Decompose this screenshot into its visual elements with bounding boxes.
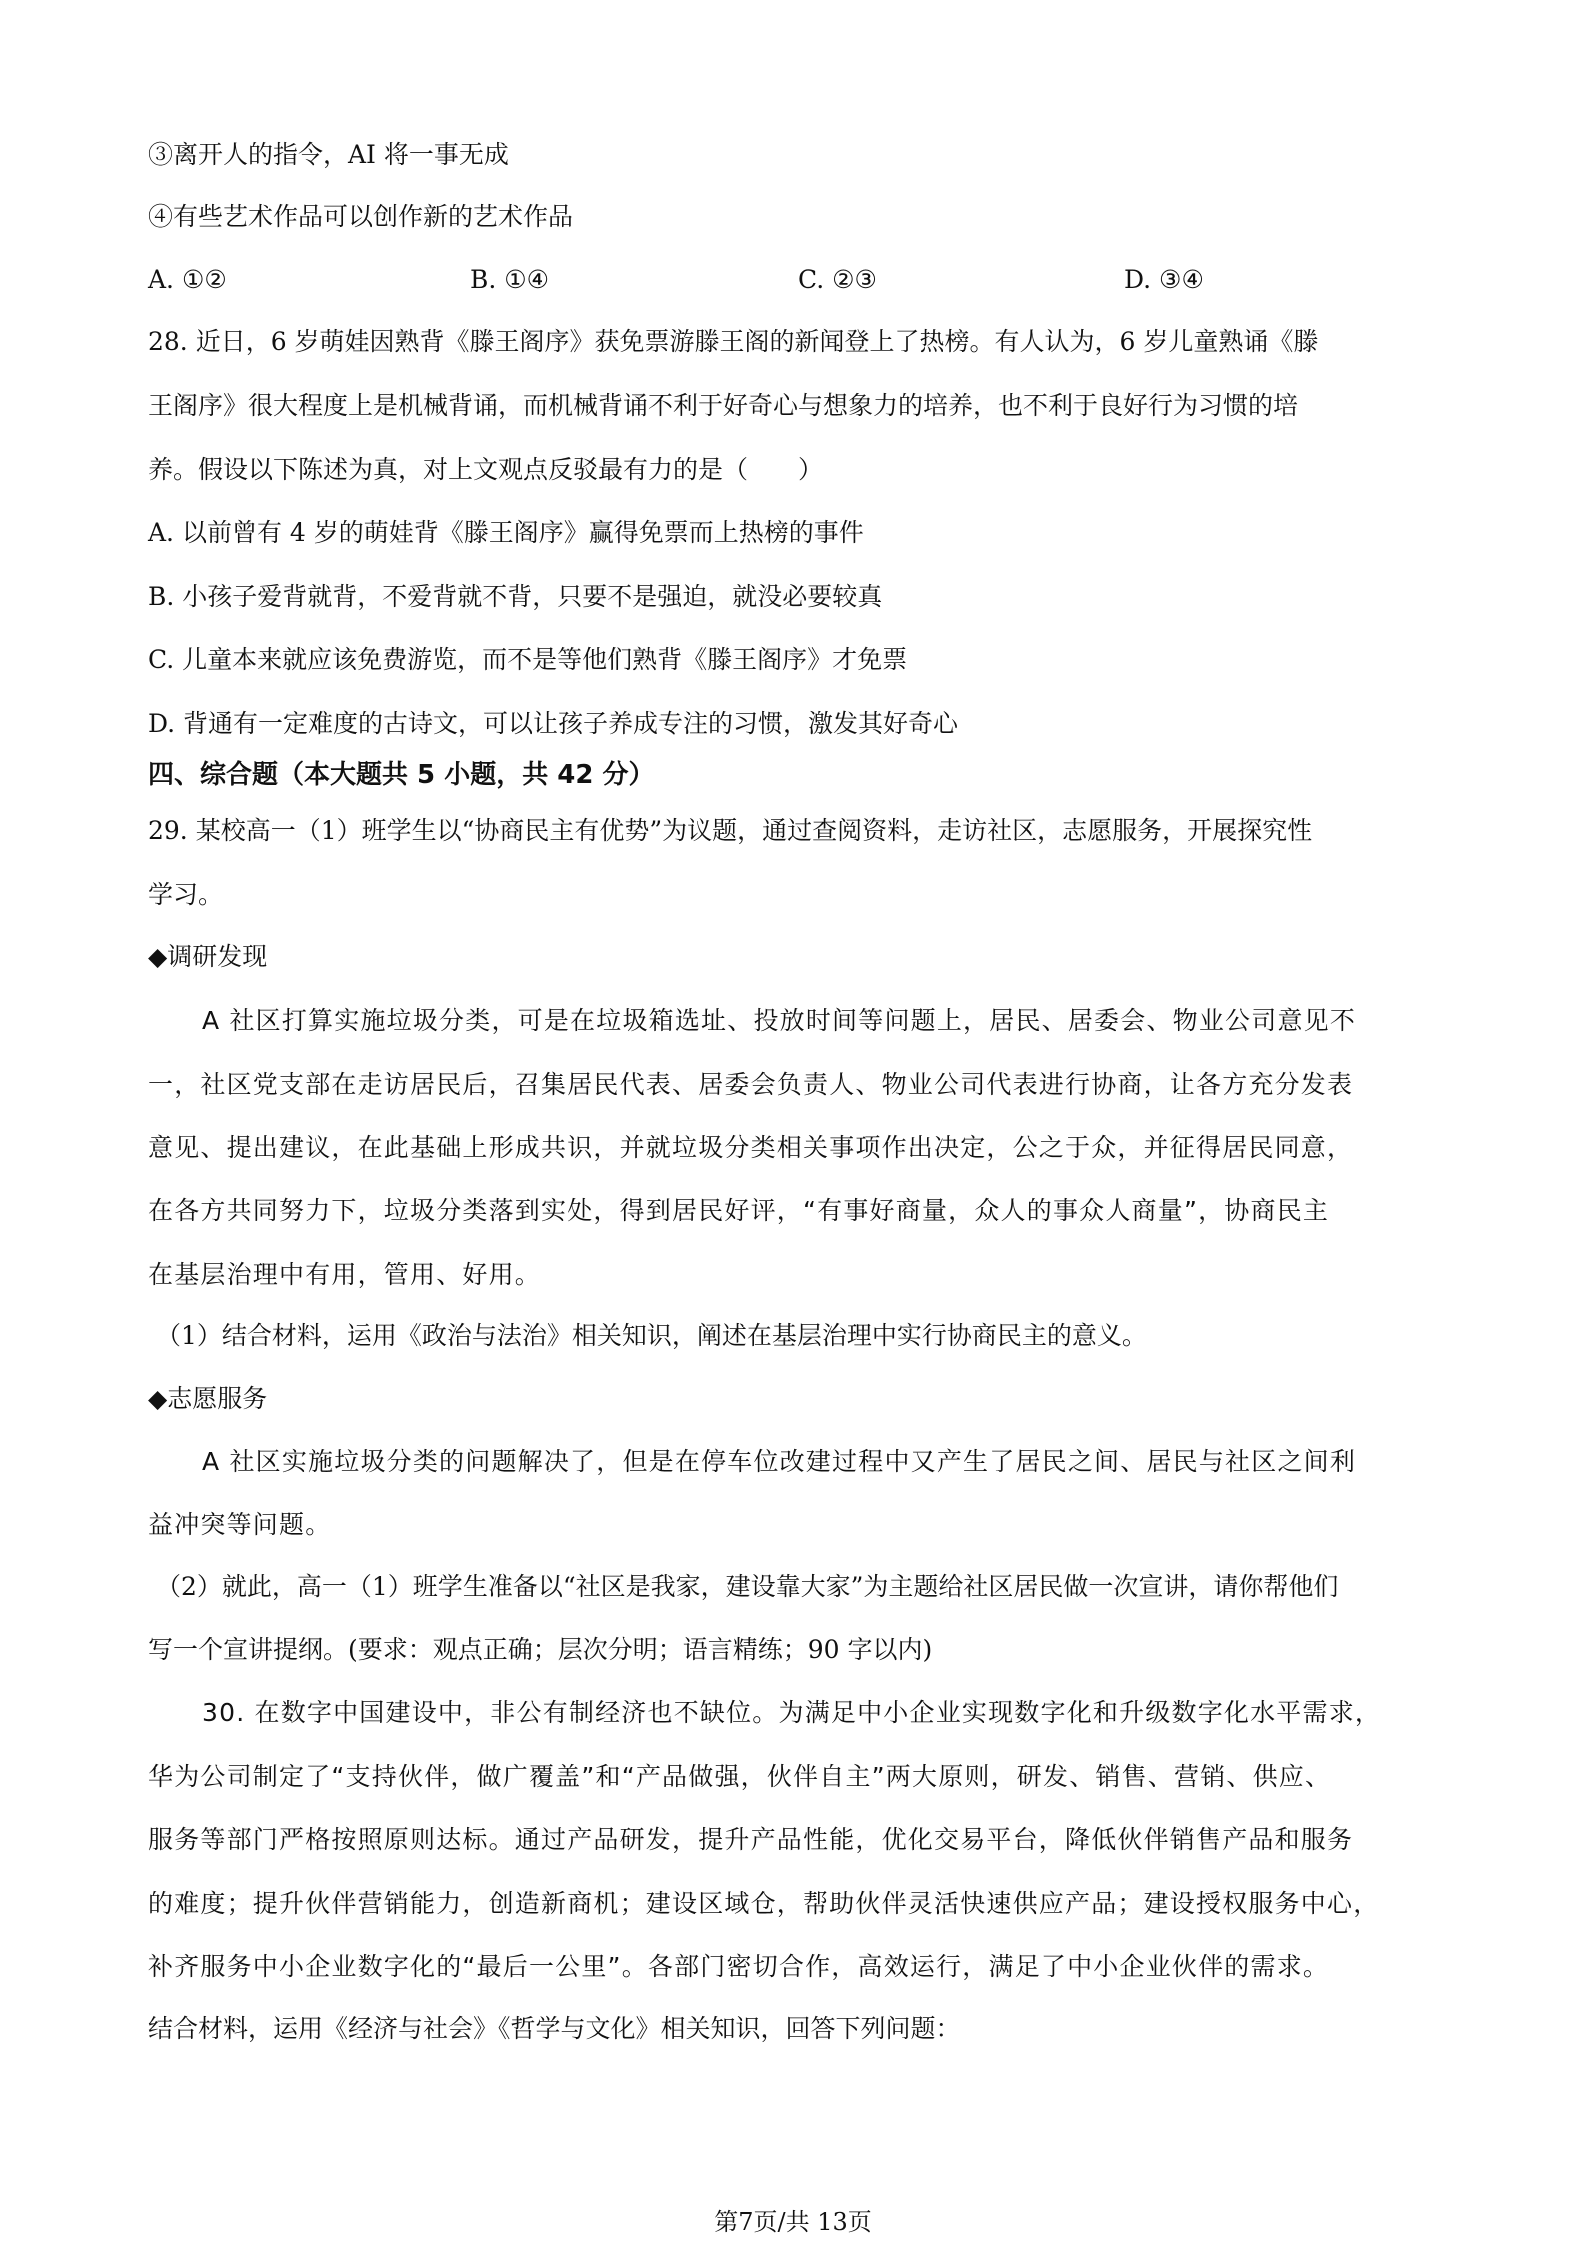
q30-material-line-3: 服务等部门严格按照原则达标。通过产品研发，提升产品性能，优化交易平台，降低伙伴销售产品和服务 xyxy=(148,1825,1354,1854)
q29-heading-research: ◆调研发现 xyxy=(148,942,268,971)
q28-option-d: D. 背通有一定难度的古诗文，可以让孩子养成专注的习惯，激发其好奇心 xyxy=(148,709,959,738)
q27-option-d: D. ③④ xyxy=(1124,265,1204,294)
q29-material-line-3: 意见、提出建议，在此基础上形成共识，并就垃圾分类相关事项作出决定，公之于众，并征得居民同意， xyxy=(148,1133,1354,1162)
q27-statement-4: ④有些艺术作品可以创作新的艺术作品 xyxy=(148,202,574,231)
q29-material-line-2: 一，社区党支部在走访居民后，召集居民代表、居委会负责人、物业公司代表进行协商，让各方充分发表 xyxy=(148,1070,1354,1099)
q29-question-2-line-2: 写一个宣讲提纲。(要求：观点正确；层次分明；语言精练；90 字以内) xyxy=(148,1635,933,1664)
q29-material-line-5: 在基层治理中有用，管用、好用。 xyxy=(148,1260,542,1289)
q29-question-1: （1）结合材料，运用《政治与法治》相关知识，阐述在基层治理中实行协商民主的意义。 xyxy=(156,1321,1147,1350)
q27-option-c: C. ②③ xyxy=(798,265,877,294)
q29-stem-line-2: 学习。 xyxy=(148,880,224,909)
section-heading: 四、综合题（本大题共 5 小题，共 42 分） xyxy=(148,760,655,790)
q29-volunteer-line-1: A 社区实施垃圾分类的问题解决了，但是在停车位改建过程中又产生了居民之间、居民与社区之间利 xyxy=(202,1447,1357,1476)
q28-option-c: C. 儿童本来就应该免费游览，而不是等他们熟背《滕王阁序》才免票 xyxy=(148,645,908,674)
q30-question-intro: 结合材料，运用《经济与社会》《哲学与文化》相关知识，回答下列问题： xyxy=(148,2014,961,2043)
q28-stem-line-2: 王阁序》很大程度上是机械背诵，而机械背诵不利于好奇心与想象力的培养，也不利于良好行为习惯的培 xyxy=(148,391,1299,420)
q27-statement-3: ③离开人的指令，AI 将一事无成 xyxy=(148,140,509,169)
q29-heading-volunteer: ◆志愿服务 xyxy=(148,1384,268,1413)
page-footer: 第7页/共 13页 xyxy=(714,2208,872,2236)
q28-stem-line-1: 28. 近日，6 岁萌娃因熟背《滕王阁序》获免票游滕王阁的新闻登上了热榜。有人认为，6 岁儿童熟诵《滕 xyxy=(148,327,1319,356)
q30-material-line-1: 30. 在数字中国建设中，非公有制经济也不缺位。为满足中小企业实现数字化和升级数字化水平需求， xyxy=(202,1698,1382,1727)
q28-stem-line-3: 养。假设以下陈述为真，对上文观点反驳最有力的是（ ） xyxy=(148,455,824,484)
q27-option-a: A. ①② xyxy=(148,265,227,294)
q29-stem-line-1: 29. 某校高一（1）班学生以“协商民主有优势”为议题，通过查阅资料，走访社区，志愿服务，开展探究性 xyxy=(148,816,1313,845)
q30-material-line-2: 华为公司制定了“支持伙伴，做广覆盖”和“产品做强，伙伴自主”两大原则，研发、销售、营销、供应、 xyxy=(148,1762,1332,1791)
q29-material-line-4: 在各方共同努力下，垃圾分类落到实处，得到居民好评，“有事好商量，众人的事众人商量”，协商民主 xyxy=(148,1196,1330,1225)
q30-material-line-5: 补齐服务中小企业数字化的“最后一公里”。各部门密切合作，高效运行，满足了中小企业伙伴的需求。 xyxy=(148,1952,1330,1981)
q29-question-2-line-1: （2）就此，高一（1）班学生准备以“社区是我家，建设靠大家”为主题给社区居民做一次宣讲，请你帮他们 xyxy=(156,1572,1339,1601)
q29-volunteer-line-2: 益冲突等问题。 xyxy=(148,1510,332,1539)
q27-option-b: B. ①④ xyxy=(470,265,550,294)
q28-option-b: B. 小孩子爱背就背，不爱背就不背，只要不是强迫，就没必要较真 xyxy=(148,582,883,611)
q30-material-line-4: 的难度；提升伙伴营销能力，创造新商机；建设区域仓，帮助伙伴灵活快速供应产品；建设授权服务中心， xyxy=(148,1889,1380,1918)
q28-option-a: A. 以前曾有 4 岁的萌娃背《滕王阁序》赢得免票而上热榜的事件 xyxy=(148,518,864,547)
q29-material-line-1: A 社区打算实施垃圾分类，可是在垃圾箱选址、投放时间等问题上，居民、居委会、物业公司意见不 xyxy=(202,1006,1357,1035)
